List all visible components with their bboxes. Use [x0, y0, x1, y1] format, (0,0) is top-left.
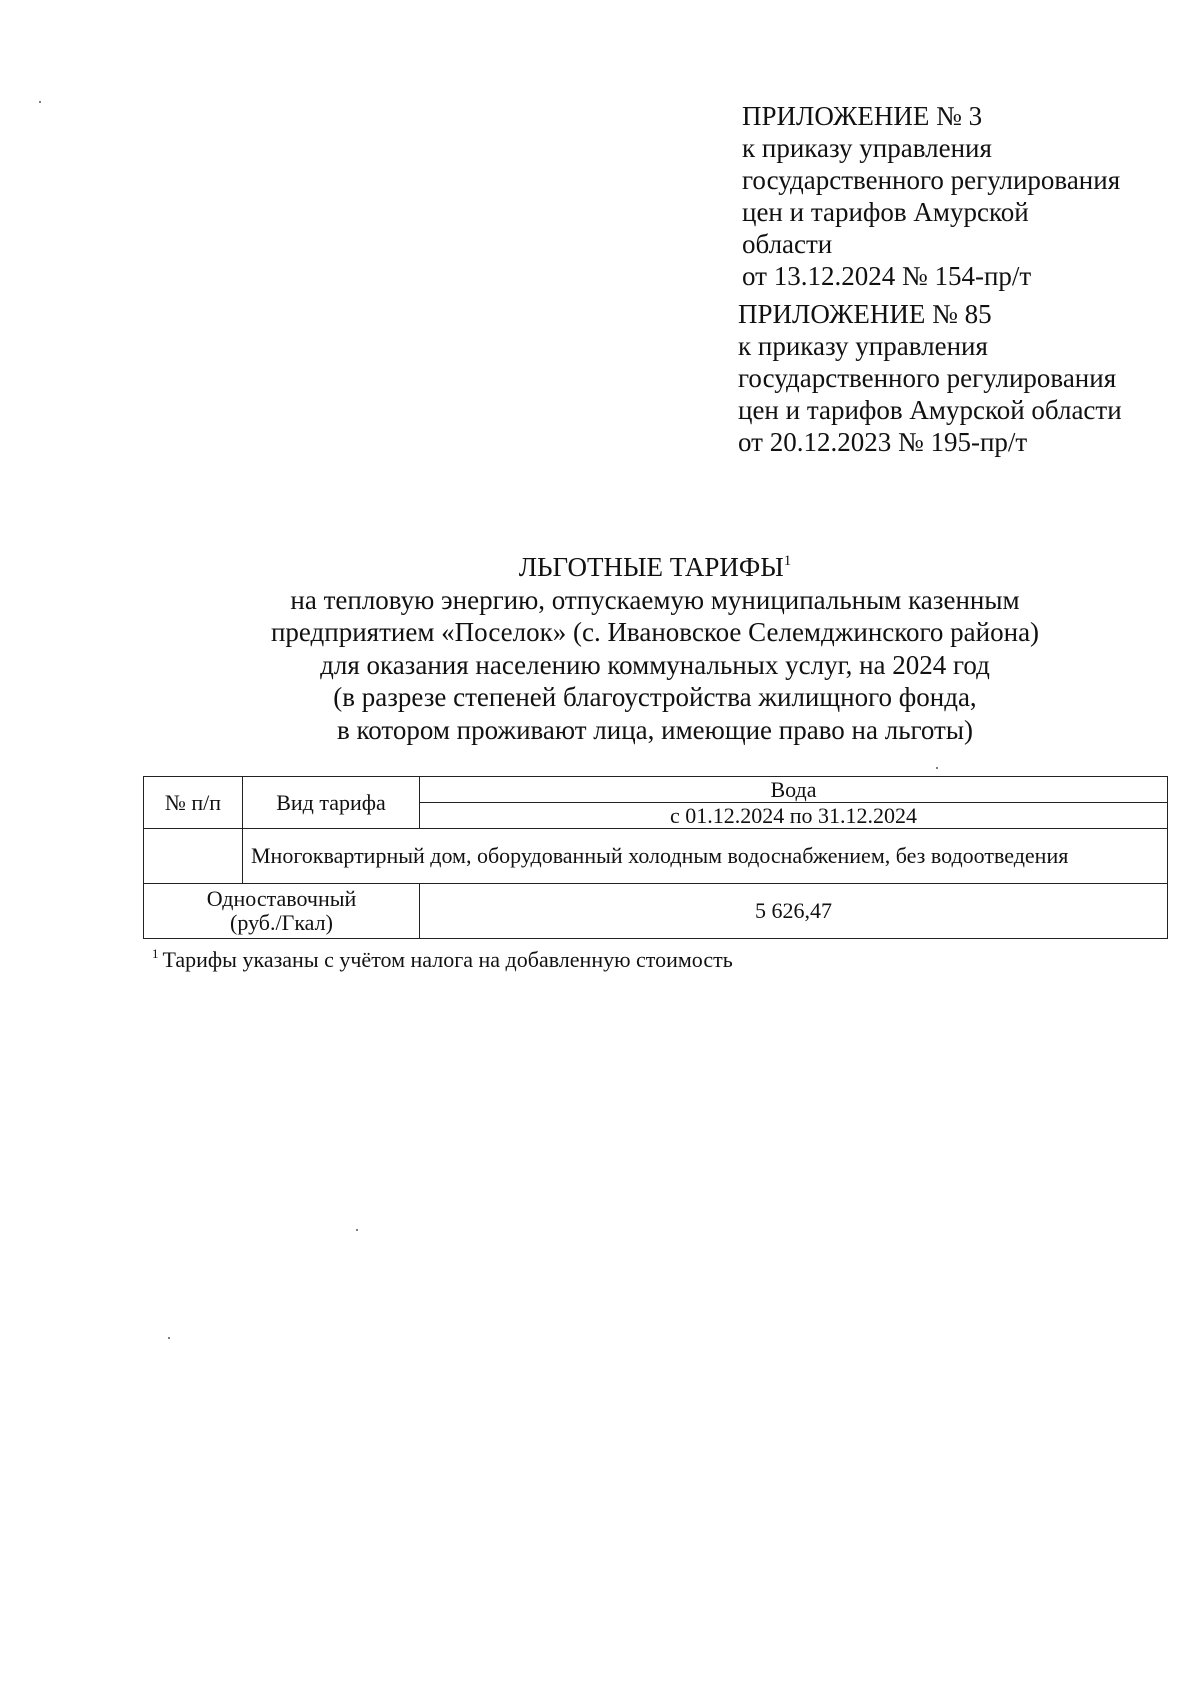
subtitle-line: в котором проживают лица, имеющие право на льготы)	[337, 714, 973, 745]
footnote	[152, 948, 733, 972]
subtitle-line: на тепловую энергию, отпускаемую муниципальным казенным	[290, 584, 1020, 615]
rate-value-cell: 5 626,47	[420, 884, 1168, 939]
header-num: № п/п	[144, 777, 243, 829]
header-tariff-type: Вид тарифа	[243, 777, 420, 829]
appendix-current	[742, 100, 1120, 292]
appendix-line: к приказу управления	[742, 133, 992, 163]
appendix-line: государственного регулирования	[738, 363, 1117, 393]
scan-speck	[936, 767, 938, 769]
table-row	[144, 884, 1168, 939]
table-cell-empty	[144, 829, 243, 884]
rate-unit: (руб./Гкал)	[230, 910, 333, 935]
footnote-text: Тарифы указаны с учётом налога на добавленную стоимость	[162, 947, 733, 972]
appendix-line: цен и тарифов Амурской области	[738, 395, 1122, 425]
document-heading	[140, 551, 1170, 584]
header-water: Вода	[420, 777, 1168, 803]
scan-speck	[356, 1229, 358, 1231]
rate-label: Одноставочный	[206, 886, 357, 911]
appendix-line: области	[742, 229, 833, 259]
category-cell: Многоквартирный дом, оборудованный холодным водоснабжением, без водоотведения	[243, 829, 1168, 884]
footnote-mark: 1	[152, 946, 159, 961]
appendix-title: ПРИЛОЖЕНИЕ № 3	[742, 101, 983, 131]
table-header-row	[144, 777, 1168, 803]
appendix-line: цен и тарифов Амурской	[742, 197, 1029, 227]
header-period: с 01.12.2024 по 31.12.2024	[420, 803, 1168, 829]
scan-speck	[39, 101, 41, 103]
tariff-table	[143, 776, 1168, 939]
appendix-title: ПРИЛОЖЕНИЕ № 85	[738, 299, 992, 329]
scan-speck	[168, 1337, 170, 1339]
appendix-line: государственного регулирования	[742, 165, 1121, 195]
heading-footnote-mark: 1	[783, 553, 792, 569]
appendix-order-date: от 20.12.2023 № 195-пр/т	[738, 427, 1028, 457]
subtitle-line: предприятием «Поселок» (с. Ивановское Селемджинского района)	[270, 617, 1040, 647]
heading-text: ЛЬГОТНЫЕ ТАРИФЫ	[518, 552, 784, 582]
table-row	[144, 829, 1168, 884]
document-title-block	[140, 551, 1170, 746]
appendix-order-date: от 13.12.2024 № 154-пр/т	[742, 261, 1032, 291]
rate-label-cell	[144, 884, 420, 939]
subtitle-line: (в разрезе степеней благоустройства жилищного фонда,	[333, 682, 977, 712]
appendix-line: к приказу управления	[738, 331, 988, 361]
subtitle-line: для оказания населению коммунальных услуг, на 2024 год	[320, 649, 990, 680]
appendix-previous	[738, 298, 1122, 458]
